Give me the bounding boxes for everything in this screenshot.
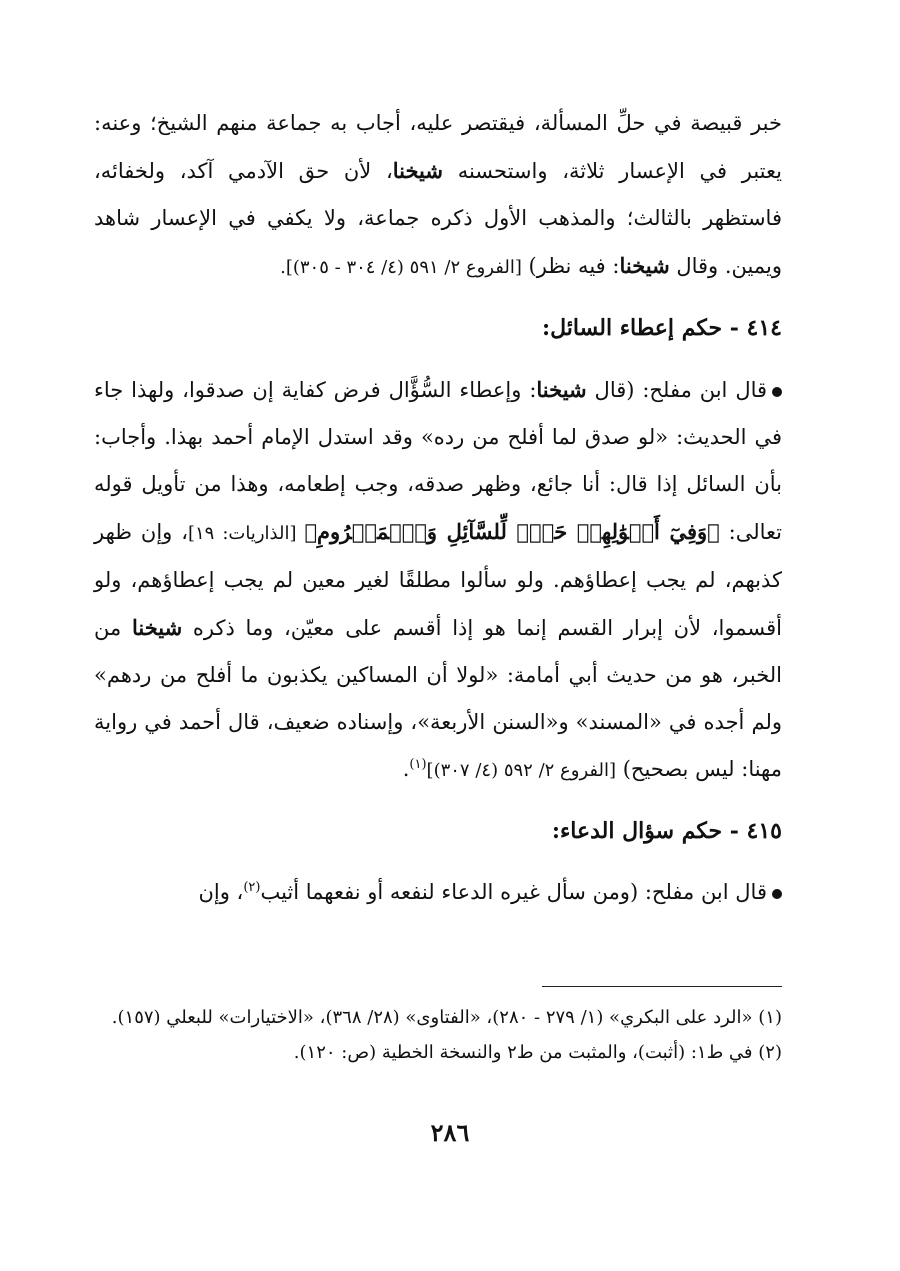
bold-term: شيخنا (536, 377, 587, 402)
text-run: . (402, 757, 410, 781)
quran-verse: ﴿وَفِيٓ أَمۡوَٰلِهِمۡ حَقّٞ لِّلسَّآئِلِ وَٱلۡمَحۡرُومِ﴾ (304, 519, 720, 544)
paragraph-415 (94, 869, 782, 916)
bold-term: شيخنا (131, 615, 183, 640)
quran-reference: [الذاريات: ١٩] (187, 523, 305, 544)
text-run: ، وإن (198, 880, 244, 904)
source-reference: [الفروع ٢/ ٥٩١ (٤/ ٣٠٤ - ٣٠٥)]. (280, 257, 522, 278)
section-heading-415: ٤١٥ - حكم سؤال الدعاء: (551, 818, 782, 844)
bullet-icon (772, 387, 782, 397)
paragraph-414 (94, 366, 782, 794)
source-reference: [الفروع ٢/ ٥٩٢ (٤/ ٣٠٧)] (426, 760, 617, 781)
footnote-divider (542, 986, 782, 987)
paragraph-continuation (94, 100, 782, 291)
text-run: : وإعطاء السُّؤَّال فرض كفاية إن صدقوا، ولهذا جاء في الحديث: «لو صدق لما أفلح من رده» وقد استدل الإمام أحمد بهذا. وأجاب: بأن السائل إذا قال: أنا جائع، وظهر صدقه، وجب إطعامه، وهذا من تأويل قوله تعالى: (94, 378, 782, 544)
text-run: : فيه نظر) (521, 254, 620, 278)
text-run: من الخبر، هو من حديث أبي أمامة: «لولا أن المساكين يكذبون ما أفلح من ردهم» ولم أجده في «المسند» و«السنن الأربعة»، وإسناده ضعيف، قال أحمد في رواية مهنا: ليس بصحيح) (94, 616, 782, 781)
bold-term: شيخنا (619, 253, 670, 278)
section-heading-414: ٤١٤ - حكم إعطاء السائل: (542, 315, 782, 341)
bullet-icon (772, 889, 782, 899)
text-run: قال ابن مفلح: (قال (586, 378, 768, 402)
page-number: ٢٨٦ (430, 1118, 470, 1147)
bold-term: شيخنا (392, 158, 443, 183)
text-run: خبر قبيصة في حلِّ المسألة، فيقتصر عليه، أجاب به جماعة منهم الشيخ؛ وعنه: يعتبر في الإعسار ثلاثة، واستحسنه (94, 111, 782, 183)
text-run: ، لأن حق الآدمي آكد، ولخفائه، فاستظهر بالثالث؛ والمذهب الأول ذكره جماعة، ولا يكفي في الإعسار شاهد ويمين. وقال (94, 159, 782, 278)
main-text (94, 100, 782, 916)
footnotes (94, 1000, 782, 1070)
footnote-2: (٢) في ط١: (أثبت)، والمثبت من ط٢ والنسخة الخطية (ص: ١٢٠). (293, 1042, 782, 1063)
text-run: ، وإن ظهر كذبهم، لم يجب إعطاؤهم. ولو سألوا مطلقًا لغير معين لم يجب إعطاؤهم، ولو أقسموا، لأن إبرار القسم إنما هو إذا أقسم على معيّن، وما ذكره (94, 520, 782, 640)
footnote-marker: (١) (409, 757, 427, 772)
text-run: قال ابن مفلح: (ومن سأل غيره الدعاء لنفعه أو نفعهما أثيب (260, 880, 767, 904)
footnote-marker: (٢) (243, 880, 261, 895)
footnote-1: (١) «الرد على البكري» (١/ ٢٧٩ - ٢٨٠)، «الفتاوى» (٢٨/ ٣٦٨)، «الاختيارات» للبعلي (١٥٧). (111, 1007, 782, 1028)
